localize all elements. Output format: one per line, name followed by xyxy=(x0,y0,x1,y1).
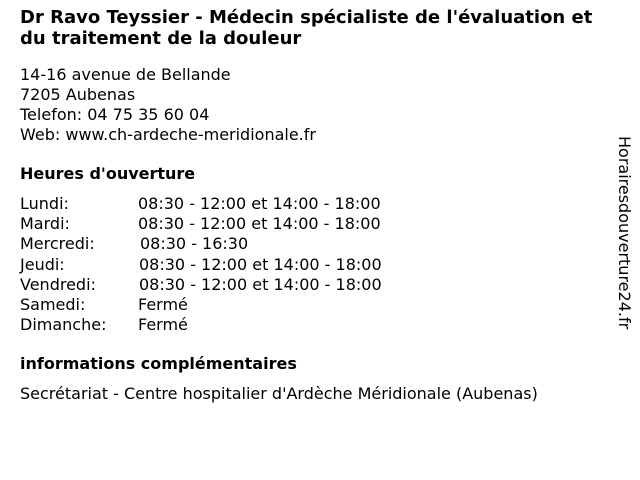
day-hours: 08:30 - 12:00 et 14:00 - 18:00 xyxy=(138,194,381,213)
additional-info-heading: informations complémentaires xyxy=(20,354,297,373)
address-city: 7205 Aubenas xyxy=(20,85,136,104)
day-hours: 08:30 - 12:00 et 14:00 - 18:00 xyxy=(139,254,382,274)
business-address xyxy=(20,65,316,145)
website: Web: www.ch-ardeche-meridionale.fr xyxy=(20,125,316,144)
day-hours: 08:30 - 16:30 xyxy=(140,234,249,254)
opening-hours-heading: Heures d'ouverture xyxy=(20,164,196,183)
day-label: Vendredi: xyxy=(20,274,96,294)
phone-number: Telefon: 04 75 35 60 04 xyxy=(20,105,210,124)
day-label: Mardi: xyxy=(20,214,70,234)
day-hours: 08:30 - 12:00 et 14:00 - 18:00 xyxy=(138,214,381,234)
page-title: Dr Ravo Teyssier - Médecin spécialiste de l'évaluation et du traitement de la douleur xyxy=(20,7,593,49)
site-watermark: Horairesdouverture24.fr xyxy=(615,136,634,330)
day-label: Lundi: xyxy=(20,194,69,213)
address-street: 14-16 avenue de Bellande xyxy=(20,65,231,84)
day-hours: Fermé xyxy=(138,315,188,335)
day-label: Mercredi: xyxy=(20,234,95,254)
day-hours: 08:30 - 12:00 et 14:00 - 18:00 xyxy=(139,274,382,294)
day-label: Samedi: xyxy=(20,294,86,314)
day-label: Dimanche: xyxy=(20,315,107,335)
day-hours: Fermé xyxy=(138,294,188,314)
additional-info-text: Secrétariat - Centre hospitalier d'Ardèche Méridionale (Aubenas) xyxy=(20,384,538,403)
day-label: Jeudi: xyxy=(20,254,65,274)
